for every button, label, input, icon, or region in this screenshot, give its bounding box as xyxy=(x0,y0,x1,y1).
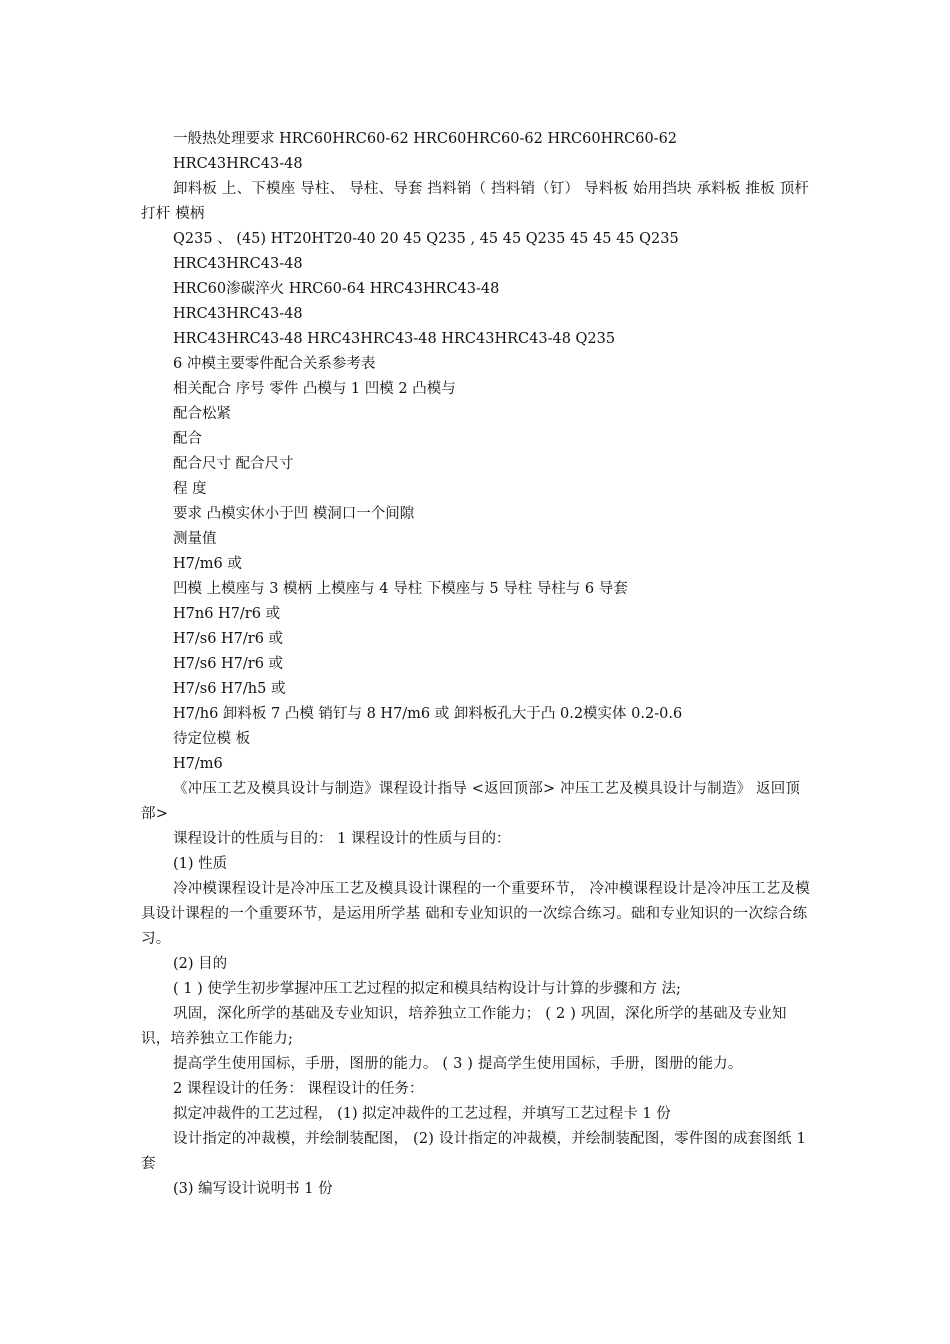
paragraph-purpose-3: 提高学生使用国标，手册，图册的能力。 ( 3 ) 提高学生使用国标，手册，图册的能力。 xyxy=(173,1056,743,1072)
text-line: 要求 凸模实休小于凹 模洞口一个间隙 xyxy=(173,506,415,522)
section-heading-course-guide: 《冲压工艺及模具设计与制造》课程设计指导 <返回顶部> 冲压工艺及模具设计与制造》 返回顶部> xyxy=(141,781,801,822)
text-line: 待定位模 板 xyxy=(173,731,251,747)
text-line: (1) 性质 xyxy=(173,856,228,872)
text-line: HRC43HRC43-48 xyxy=(173,256,303,272)
text-line: 配合 xyxy=(173,431,202,447)
text-line-materials: Q235 、 (45) HT20HT20-40 20 45 Q235 , 45 45 Q235 45 45 45 Q235 xyxy=(173,231,679,247)
text-line: H7/s6 H7/r6 或 xyxy=(173,656,284,672)
text-line: 测量值 xyxy=(173,531,217,547)
text-line: H7/s6 H7/h5 或 xyxy=(173,681,286,697)
text-line: (3) 编写设计说明书 1 份 xyxy=(173,1181,333,1197)
text-line: ( 1 ) 使学生初步掌握冲压工艺过程的拟定和模具结构设计与计算的步骤和方 法; xyxy=(173,981,681,997)
text-line: HRC43HRC43-48 HRC43HRC43-48 HRC43HRC43-48 Q235 xyxy=(173,331,616,347)
text-line: 课程设计的性质与目的： 1 课程设计的性质与目的： xyxy=(173,831,511,847)
text-line: H7/m6 xyxy=(173,756,223,772)
text-line: 配合尺寸 配合尺寸 xyxy=(173,456,294,472)
text-line-parts-list: 卸料板 上、下模座 导柱、 导柱、导套 挡料销（ 挡料销（钉） 导料板 始用挡块 承料板 推板 顶杆 打杆 模柄 xyxy=(141,181,810,222)
text-line: H7/s6 H7/r6 或 xyxy=(173,631,284,647)
text-line: HRC43HRC43-48 xyxy=(173,306,303,322)
text-line: 相关配合 序号 零件 凸模与 1 凹模 2 凸模与 xyxy=(173,381,456,397)
paragraph-nature: 冷冲模课程设计是冷冲压工艺及模具设计课程的一个重要环节， 冷冲模课程设计是冷冲压工艺及模具设计课程的一个重要环节，是运用所学基 础和专业知识的一次综合练习。础和专业知识的一次综合练习。 xyxy=(141,881,810,947)
text-line: 凹模 上模座与 3 模柄 上模座与 4 导柱 下模座与 5 导柱 导柱与 6 导套 xyxy=(173,581,628,597)
text-line: 拟定冲裁件的工艺过程， (1) 拟定冲裁件的工艺过程，并填写工艺过程卡 1 份 xyxy=(173,1106,671,1122)
text-line: H7/h6 卸料板 7 凸模 销钉与 8 H7/m6 或 卸料板孔大于凸 0.2模实体 0.2-0.6 xyxy=(173,706,683,722)
text-line: 程 度 xyxy=(173,481,207,497)
paragraph-task-2: 设计指定的冲裁模，并绘制装配图， (2) 设计指定的冲裁模，并绘制装配图，零件图的成套图纸 1 套 xyxy=(141,1131,806,1172)
text-line: HRC43HRC43-48 xyxy=(173,156,303,172)
text-line: 配合松紧 xyxy=(173,406,231,422)
paragraph-purpose-2: 巩固，深化所学的基础及专业知识，培养独立工作能力； ( 2 ) 巩固，深化所学的基础及专业知识，培养独立工作能力; xyxy=(141,1006,787,1047)
section-heading-fit-table: 6 冲模主要零件配合关系参考表 xyxy=(173,356,376,372)
text-line: (2) 目的 xyxy=(173,956,228,972)
text-line-heat-treatment: 一般热处理要求 HRC60HRC60-62 HRC60HRC60-62 HRC60HRC60-62 xyxy=(173,131,678,147)
text-line: H7/m6 或 xyxy=(173,556,242,572)
text-line: H7n6 H7/r6 或 xyxy=(173,606,281,622)
text-line: HRC60渗碳淬火 HRC60-64 HRC43HRC43-48 xyxy=(173,281,500,297)
section-heading-tasks: 2 课程设计的任务： 课程设计的任务： xyxy=(173,1081,424,1097)
document-page xyxy=(141,127,813,1202)
